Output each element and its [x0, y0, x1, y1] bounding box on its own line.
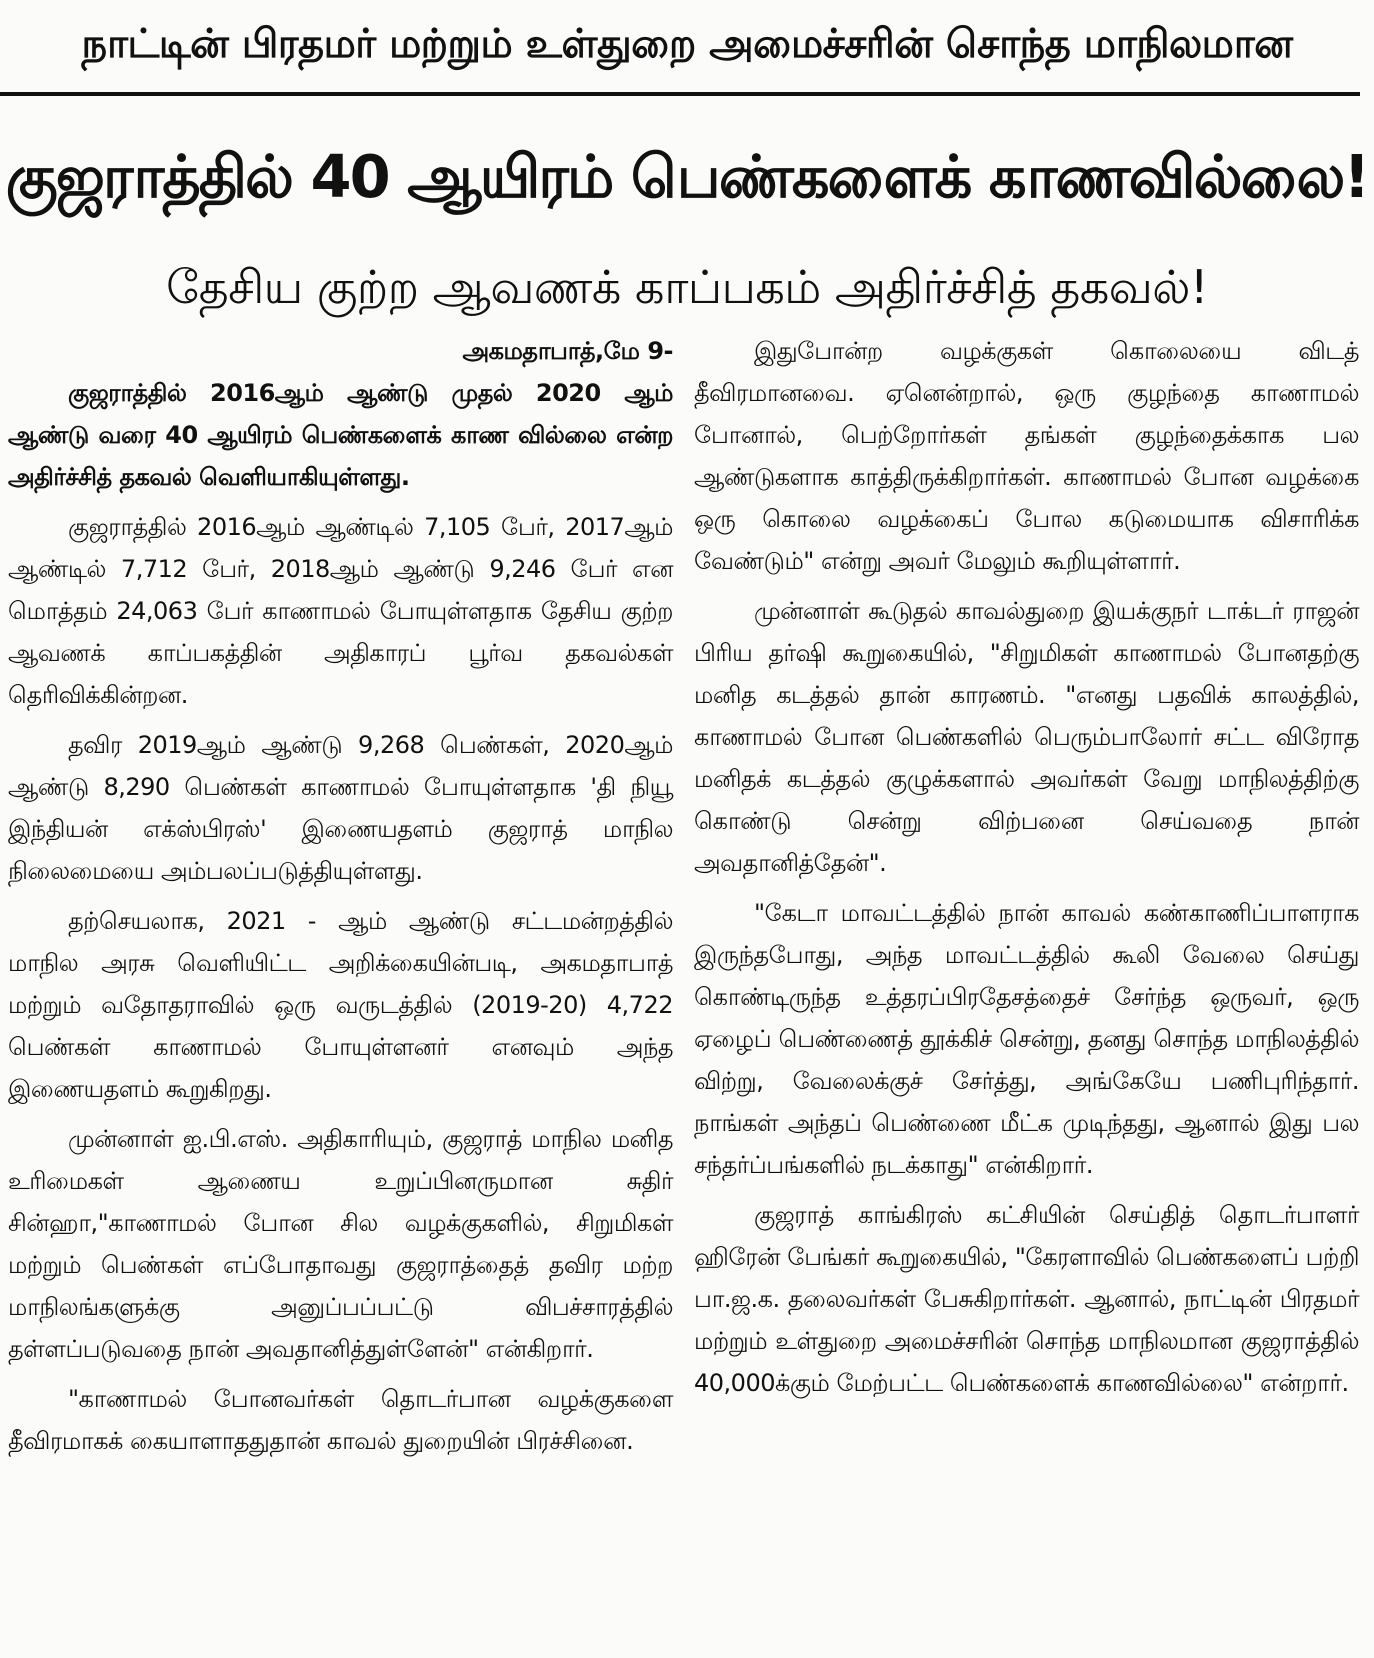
body-paragraph: இதுபோன்ற வழக்குகள் கொலையை விடத் தீவிரமானவை. ஏனென்றால், ஒரு குழந்தை காணாமல் போனால், பெற்றோர்கள் தங்கள் குழந்தைக்காக பல ஆண்டுகளாக காத்திருக்கிறார்கள். காணாமல் போன வழக்கை ஒரு கொலை வழக்கைப் போல கடுமையாக விசாரிக்க வேண்டும்" என்று அவர் மேலும் கூறியுள்ளார்.: [694, 337, 1359, 575]
article-column-left: [8, 330, 673, 1470]
body-paragraph: தவிர 2019ஆம் ஆண்டு 9,268 பெண்கள், 2020ஆம் ஆண்டு 8,290 பெண்கள் காணாமல் போயுள்ளதாக 'தி நியூ இந்தியன் எக்ஸ்பிரஸ்' இணையதளம் குஜராத் மாநில நிலைமையை அம்பலப்படுத்தியுள்ளது.: [8, 731, 673, 885]
body-paragraph: குஜராத்தில் 2016ஆம் ஆண்டில் 7,105 பேர், 2017ஆம் ஆண்டில் 7,712 பேர், 2018ஆம் ஆண்டு 9,246 பேர் என மொத்தம் 24,063 பேர் காணாமல் போயுள்ளதாக தேசிய குற்ற ஆவணக் காப்பகத்தின் அதிகாரப் பூர்வ தகவல்கள் தெரிவிக்கின்றன.: [8, 513, 673, 709]
body-paragraph: தற்செயலாக, 2021 - ஆம் ஆண்டு சட்டமன்றத்தில் மாநில அரசு வெளியிட்ட அறிக்கையின்படி, அகமதாபாத் மற்றும் வதோதராவில் ஒரு வருடத்தில் (2019-20) 4,722 பெண்கள் காணாமல் போயுள்ளனர் எனவும் அந்த இணையதளம் கூறுகிறது.: [8, 907, 673, 1103]
article-column-right: [694, 330, 1359, 1412]
body-paragraph: முன்னாள் கூடுதல் காவல்துறை இயக்குநர் டாக்டர் ராஜன் பிரிய தர்ஷி கூறுகையில், "சிறுமிகள் காணாமல் போனதற்கு மனித கடத்தல் தான் காரணம். "எனது பதவிக் காலத்தில், காணாமல் போன பெண்களில் பெரும்பாலோர் சட்ட விரோத மனிதக் கடத்தல் குழுக்களால் அவர்கள் வேறு மாநிலத்திற்கு கொண்டு சென்று விற்பனை செய்வதை நான் அவதானித்தேன்".: [694, 597, 1359, 877]
dateline: அகமதாபாத்,மே 9-: [462, 337, 673, 365]
kicker-headline: நாட்டின் பிரதமர் மற்றும் உள்துறை அமைச்சரின் சொந்த மாநிலமான: [81, 21, 1293, 67]
body-paragraph: "காணாமல் போனவர்கள் தொடர்பான வழக்குகளை தீவிரமாகக் கையாளாததுதான் காவல் துறையின் பிரச்சினை.: [8, 1385, 673, 1455]
body-paragraph: "கேடா மாவட்டத்தில் நான் காவல் கண்காணிப்பாளராக இருந்தபோது, அந்த மாவட்டத்தில் கூலி வேலை செய்து கொண்டிருந்த உத்தரப்பிரதேசத்தைச் சேர்ந்த ஒருவர், ஒரு ஏழைப் பெண்ணைத் தூக்கிச் சென்று, தனது சொந்த மாநிலத்தில் விற்று, வேலைக்குச் சேர்த்து, அங்கேயே பணிபுரிந்தார். நாங்கள் அந்தப் பெண்ணை மீட்க முடிந்தது, ஆனால் இது பல சந்தர்ப்பங்களில் நடக்காது" என்கிறார்.: [694, 899, 1359, 1179]
sub-headline: தேசிய குற்ற ஆவணக் காப்பகம் அதிர்ச்சித் தகவல்!: [166, 260, 1208, 314]
header-rule: [0, 92, 1360, 96]
lead-paragraph: குஜராத்தில் 2016ஆம் ஆண்டு முதல் 2020 ஆம் ஆண்டு வரை 40 ஆயிரம் பெண்களைக் காண வில்லை என்ற அதிர்ச்சித் தகவல் வெளியாகியுள்ளது.: [8, 379, 673, 491]
main-headline: குஜராத்தில் 40 ஆயிரம் பெண்களைக் காணவில்லை!: [5, 142, 1369, 211]
body-paragraph: முன்னாள் ஐ.பி.எஸ். அதிகாரியும், குஜராத் மாநில மனித உரிமைகள் ஆணைய உறுப்பினருமான சுதிர் சின்ஹா,"காணாமல் போன சில வழக்குகளில், சிறுமிகள் மற்றும் பெண்கள் எப்போதாவது குஜராத்தைத் தவிர மற்ற மாநிலங்களுக்கு அனுப்பப்பட்டு விபச்சாரத்தில் தள்ளப்படுவதை நான் அவதானித்துள்ளேன்" என்கிறார்.: [8, 1125, 673, 1363]
body-paragraph: குஜராத் காங்கிரஸ் கட்சியின் செய்தித் தொடர்பாளர் ஹிரேன் பேங்கர் கூறுகையில், "கேரளாவில் பெண்களைப் பற்றி பா.ஜ.க. தலைவர்கள் பேசுகிறார்கள். ஆனால், நாட்டின் பிரதமர் மற்றும் உள்துறை அமைச்சரின் சொந்த மாநிலமான குஜராத்தில் 40,000க்கும் மேற்பட்ட பெண்களைக் காணவில்லை" என்றார்.: [694, 1201, 1359, 1397]
